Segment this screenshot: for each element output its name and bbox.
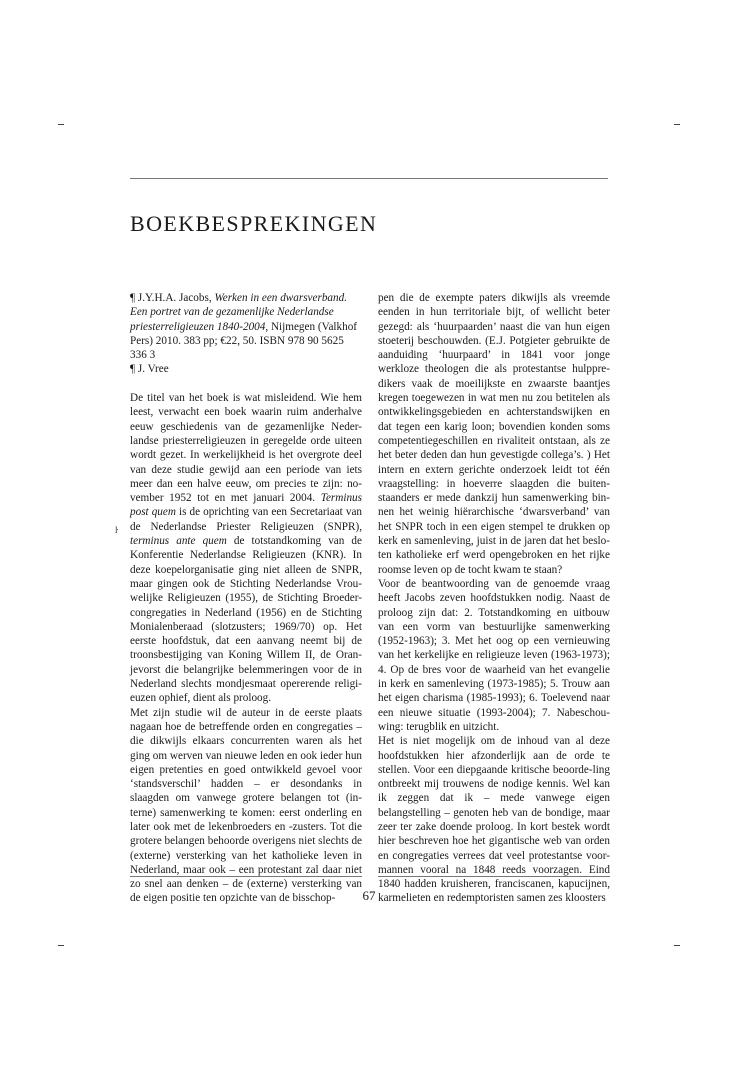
text-line: voor ‘standsverschil’ hadden – er desondanks in — [130, 763, 362, 791]
crop-mark-bottom-left — [58, 945, 64, 946]
text-line: werkloze theologen die als protestantse hulppre- — [378, 363, 610, 376]
text-line: van het kerkelijke en religieuze leven (1963-1973); — [378, 649, 610, 662]
text-line: 1840 hadden kruisheren, franciscanen, kapucijnen, — [378, 878, 610, 891]
right-paragraph-3 — [378, 734, 610, 906]
text-line: stellen. Voor een diepgaande kritische beoorde- — [378, 763, 593, 776]
post-quem-italic: post quem — [130, 506, 176, 519]
right-paragraph-2 — [378, 577, 610, 734]
text-line: meer dan een halve eeuw, om precies te zijn: no- — [130, 477, 362, 490]
text-line: van een vorm van bestuurlijke samenwerking — [378, 620, 610, 633]
text-line: (1952-1963); 3. Met het oog op een vernieuwing — [378, 635, 610, 648]
text-line: pen die de exempte paters dikwijls als vreemde — [378, 292, 610, 304]
text-line: eenden in hun territoriale bijt, of wellicht beter — [378, 306, 610, 319]
footer-rule-left — [130, 876, 362, 877]
terminus-ante-quem-italic: terminus ante quem — [130, 535, 227, 548]
section-title: BOEKBESPREKINGEN — [130, 211, 378, 236]
text-line: congregaties in Nederland (1956) en de Stichting — [130, 606, 362, 619]
text-line: heeft Jacobs zeven hoofdstukken nodig. Naast de — [378, 592, 610, 605]
text-line: later ook met de lekenbroeders en -zusters. Tot die — [130, 820, 362, 833]
text-line: kerk en samenleving, juist in de jaren dat het beslo- — [378, 535, 610, 548]
citation-mark: ¶ — [130, 292, 136, 304]
text-line: troonsbestijging van Koning Willem II, de Oran- — [130, 649, 362, 662]
footer-rule-right — [378, 876, 610, 877]
text-line: niet zo snel aan denken – de (externe) versterking — [130, 863, 363, 891]
text-line: welijke Religieuzen (1955), de Stichting Broeder- — [130, 592, 362, 605]
text-line: ) Het intern en extern gerichte onderzoek leidt tot — [378, 449, 611, 476]
text-line: slaagden om vanwege grotere belangen tot (in- — [130, 792, 362, 805]
left-column — [130, 291, 362, 906]
text-line: is de oprichting van een Secretariaat — [175, 506, 343, 519]
text-line: hun eigen pretenties en goed ontwikkeld gevoel — [130, 749, 362, 776]
text-line: eeuw geschiedenis van de gezamenlijke Neder- — [130, 420, 362, 433]
text-line: Konferentie Nederlandse Religieuzen (KNR). In — [130, 549, 362, 562]
review-citation — [130, 291, 362, 377]
text-line: nen het weinig hiërarchische ‘dwarsverband’ van — [378, 506, 610, 519]
text-line: wordt gezet. In werkelijkheid is het overgrote deel — [130, 449, 362, 462]
text-line: als ontwikkelingsgebieden en achterstandswijken — [378, 392, 610, 419]
crop-mark-bottom-right — [674, 945, 680, 946]
text-line: Het is niet mogelijk om de inhoud van al deze — [378, 735, 610, 748]
text-line: de (externe) versterking van het katholieke leven — [130, 835, 363, 862]
right-paragraph-1 — [378, 291, 610, 577]
text-line: gezegd: als ‘huurpaarden’ naast die van hun eigen — [378, 320, 610, 333]
text-line: Nederland slechts mondjesmaat opererende religi- — [130, 678, 362, 691]
book-title-line-1: Werken in een dwarsverband. — [214, 292, 348, 304]
text-line: euzen ophief, dient als proloog. — [130, 692, 272, 705]
text-line: één vraagstelling: in hoeverre slaagden die buiten- — [378, 463, 611, 490]
text-line: jevorst die belangrijke belemmeringen voor de in — [130, 663, 362, 676]
text-line: – die dikwijls elkaars concurrenten waren als — [130, 720, 362, 748]
text-line: karmelieten en redemptoristen samen zes kloosters — [378, 892, 606, 905]
text-line: zeer ter zake doende proloog. In kort bestek wordt — [378, 820, 610, 833]
text-line: Monialenberaad (slotzusters; 1969/70) op. Het — [130, 620, 362, 633]
right-column — [378, 291, 610, 906]
margin-mark: ŀ — [115, 525, 119, 535]
text-line: belangstelling – genoten heb van de bondige, maar — [378, 806, 610, 819]
text-line: proloog zijn dat: 2. Totstandkoming en uitbouw — [378, 606, 610, 619]
page-number: 67 — [362, 888, 376, 903]
text-line: het ging om werven van nieuwe leden en ook ieder — [130, 735, 363, 762]
text-line: in kerk en samenleving (1973-1985); 5. Trouw aan — [378, 678, 610, 691]
text-line: soms competentiegeschillen en rivaliteit ontstaan, — [378, 420, 610, 447]
crop-mark-top-left — [58, 124, 64, 125]
text-line: kregen toegewezen in wat men nu zou betitelen — [378, 392, 595, 405]
text-line: stoeterij beschouwden. (E.J. Potgieter gebruikte — [378, 334, 596, 347]
text-line: grotere belangen behoorde overigens niet slechts — [130, 835, 349, 848]
text-line: De titel van het boek is wat misleidend. Wie hem — [130, 392, 362, 405]
book-author: J.Y.H.A. Jacobs, — [137, 292, 212, 304]
text-line: de totstandkoming van de — [226, 535, 362, 548]
text-line: het eigen charisma (1985-1993); 6. Toelevend naar — [378, 692, 610, 705]
text-line: deze koepelorganisatie ging niet alleen de SNPR, — [130, 563, 362, 576]
publisher-info: , Nijmegen (Valkhof — [265, 320, 358, 333]
text-line: landse priesterreligieuzen in geregelde orde uiteen — [130, 434, 362, 447]
text-line: een nieuwe situatie (1993-2004); 7. Nabeschou- — [378, 706, 610, 719]
text-line: van deze studie gewijd aan een periode van iets — [130, 463, 362, 476]
header-rule — [130, 178, 608, 179]
terminus-italic: Terminus — [320, 492, 362, 505]
text-line: in Nederland, maar ook – een protestant zal daar — [130, 849, 362, 876]
reviewer-mark: ¶ — [130, 363, 136, 376]
text-line: van de Nederlandse Priester Religieuzen (SNPR), — [130, 506, 362, 533]
publication-details: Pers) 2010. 383 pp; €22, 50. ISBN 978 90 5625 — [130, 334, 344, 347]
text-line: het SNPR toch in een eigen stempel te drukken op — [378, 520, 610, 533]
text-line: dikers vaak de moeilijkste en zwaarste baantjes — [378, 377, 610, 390]
book-title-line-2: Een portret van de gezamenlijke Nederlandse — [130, 306, 334, 319]
text-line: roomse leven op de tocht kwam te staan? — [378, 563, 563, 576]
text-line: hoofdstukken hier afzonderlijk aan de orde te — [378, 749, 610, 762]
text-line: Met zijn studie wil de auteur in de eerste plaats — [130, 706, 362, 719]
left-paragraph-1 — [130, 391, 362, 706]
isbn-tail: 336 3 — [130, 349, 156, 362]
text-line: terne) samenwerking te komen: eerst onderling en — [130, 806, 362, 819]
text-line: mannen vooral na 1848 reeds voorzagen. Eind — [378, 863, 610, 876]
reviewer-name: J. Vree — [137, 363, 169, 376]
text-line: Wel kan ik zeggen dat ik – mede vanwege eigen — [378, 778, 610, 805]
text-line: van de eigen positie ten opzichte van de bisschop- — [130, 878, 363, 905]
text-line: hier beschreven hoe het gigantische web van orden — [378, 835, 610, 848]
text-line: vember 1952 tot en met januari 2004. — [130, 492, 321, 505]
text-line: Voor de beantwoording van de genoemde vraag — [378, 577, 610, 590]
text-line: en congregaties verrees dat veel protestantse voor- — [378, 849, 610, 862]
text-line: staanders er mede dankzij hun samenwerking bin- — [378, 492, 610, 505]
text-line: wing: terugblik en uitzicht. — [378, 720, 500, 733]
text-line: nagaan hoe de betreffende orden en congregaties — [130, 720, 353, 733]
text-line: eerste hoofdstuk, dat een aanvang neemt bij de — [130, 635, 362, 648]
text-line: leest, verwacht een boek waarin ruim anderhalve — [130, 406, 362, 419]
text-line: ling ontbreekt mij trouwens de nodige kennis. — [378, 763, 610, 791]
crop-mark-top-right — [674, 124, 680, 125]
text-line: de aanduiding ‘huurpaard’ in 1841 voor jonge — [378, 334, 611, 362]
text-line: 4. Op de bres voor de waarheid van het evangelie — [378, 663, 610, 676]
text-line: als ze het beter deden dan hun gevestigde collega’s. — [378, 434, 610, 462]
text-line: en dat tegen een karig loon; bovendien konden — [378, 406, 611, 433]
text-line: maar gingen ook de Stichting Nederlandse Vrou- — [130, 577, 362, 590]
text-line: ten katholieke erf werd opengebroken en het rijke — [378, 549, 610, 562]
book-title-line-3: priesterreligieuzen 1840-2004 — [130, 320, 266, 333]
